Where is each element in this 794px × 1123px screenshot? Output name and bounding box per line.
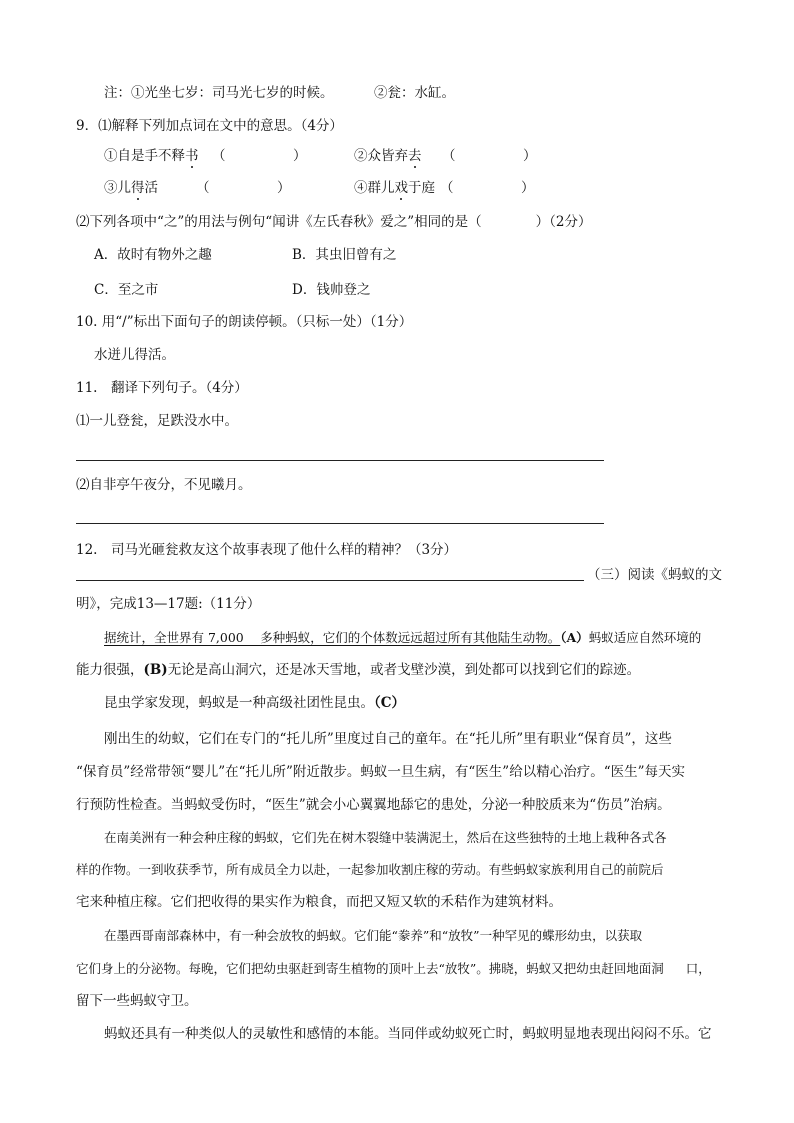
- section-three-heading: （三）阅读《蚂蚁的文: [587, 567, 722, 583]
- q9-option-d: D．钱帅登之: [292, 282, 371, 298]
- passage-p4-line2: 样的作物。一到收获季节，所有成员全力以赴，一起参加收割庄稼的劳动。有些蚂蚁家族利用自己的前院后: [76, 862, 664, 877]
- q9-item-3-blank[interactable]: （ ）: [196, 180, 291, 196]
- passage-p4-line3: 宅来种植庄稼。它们把收得的果实作为粮食，而把又短又软的禾秸作为建筑材料。: [76, 894, 562, 910]
- passage-p5-line1: 在墨西哥南部森林中，有一种会放牧的蚂蚁。它们能“豢养”和“放牧”一种罕见的蝶形幼虫，以获取: [104, 928, 643, 943]
- q11-heading: 11. 翻译下列句子。（4分）: [76, 380, 248, 396]
- q11-sentence-2: ⑵自非亭午夜分，不见曦月。: [76, 477, 252, 493]
- q9-item-4: ④群儿戏于庭: [354, 180, 435, 196]
- passage-p4-line1: 在南美洲有一种会种庄稼的蚂蚁，它们先在树木裂缝中装满泥土，然后在这些独特的土地上栽种各式各: [104, 830, 667, 845]
- q9-item-2: ②众皆弃去: [354, 148, 422, 164]
- passage-p5-line2: 它们身上的分泌物。每晚，它们把幼虫驱赶到寄生植物的顶叶上去“放牧”。拂晓，蚂蚁又把幼虫赶回地面洞 口，: [76, 961, 711, 976]
- passage-p2: 昆虫学家发现，蚂蚁是一种高级社团性昆虫。（C）: [104, 695, 405, 711]
- marker-a: （A）: [560, 630, 589, 645]
- dotted-char: 戏: [394, 180, 408, 196]
- passage-p6-line1: 蚂蚁还具有一种类似人的灵敏性和感情的本能。当同伴或幼蚁死亡时，蚂蚁明显地表现出闷闷不乐。它: [104, 1026, 712, 1042]
- q9-item-3: ③儿得活: [104, 180, 158, 196]
- q10-heading: 10. 用“/”标出下面句子的朗读停顿。（只标一处）（1分）: [76, 314, 413, 330]
- passage-p1-line1: 据统计，全世界有 7,000 多种蚂蚁，它们的个体数远远超过所有其他陆生动物。（A）蚂蚁适应自然环境的: [104, 630, 702, 645]
- q9-item-1: ①自是手不释书: [104, 148, 199, 164]
- answer-line-3[interactable]: [76, 580, 584, 581]
- dotted-char: 去: [408, 148, 422, 164]
- passage-p5-line3: 留下一些蚂蚁守卫。: [76, 993, 198, 1009]
- q9-option-a: A．故时有物外之趣: [94, 247, 212, 263]
- q11-sentence-1: ⑴一儿登瓮，足跌没水中。: [76, 413, 238, 429]
- answer-line-1[interactable]: [76, 460, 604, 461]
- q10-sentence: 水迸儿得活。: [94, 347, 175, 363]
- q9-item-4-blank[interactable]: （ ）: [440, 180, 535, 196]
- note-2: ②瓮：水缸。: [374, 85, 455, 101]
- q9-option-c: C．至之市: [94, 282, 159, 298]
- q9-option-b: B．其虫旧曾有之: [292, 247, 397, 263]
- marker-b: (B): [143, 662, 168, 678]
- q9-sub2: ⑵下列各项中“之”的用法与例句“闻讲《左氏春秋》爱之”相同的是（ ）（2分）: [76, 214, 592, 230]
- note-1: 注：①光坐七岁：司马光七岁的时候。: [104, 85, 334, 101]
- dotted-char: 书: [185, 148, 199, 164]
- q9-item-1-blank[interactable]: （ ）: [212, 148, 307, 164]
- dotted-char: 得: [131, 180, 145, 196]
- passage-p3-line3: 行预防性检查。当蚂蚁受伤时，“医生”就会小心翼翼地舔它的患处，分泌一种胶质来为“伤员”治病。: [76, 797, 671, 813]
- passage-p1-line2: 能力很强，(B)无论是高山洞穴，还是冰天雪地，或者戈壁沙漠，到处都可以找到它们的踪迹。: [76, 662, 641, 678]
- section-three-heading-cont: 明》，完成13—17题:（11分）: [76, 596, 261, 612]
- q9-item-2-blank[interactable]: （ ）: [442, 148, 537, 164]
- marker-c: （C）: [374, 695, 405, 711]
- q12-heading: 12. 司马光砸瓮救友这个故事表现了他什么样的精神？（3分）: [76, 542, 458, 558]
- answer-line-2[interactable]: [76, 523, 604, 524]
- q9-heading: 9．⑴解释下列加点词在文中的意思。（4分）: [76, 118, 343, 134]
- passage-p3-line2: “保育员”经常带领“婴儿”在“托儿所”附近散步。蚂蚁一旦生病，有“医生”给以精心治疗。“医生”每天实: [76, 764, 686, 780]
- passage-p3-line1: 刚出生的幼蚁，它们在专门的“托儿所”里度过自己的童年。在“托儿所”里有职业“保育员”，这些: [104, 731, 672, 747]
